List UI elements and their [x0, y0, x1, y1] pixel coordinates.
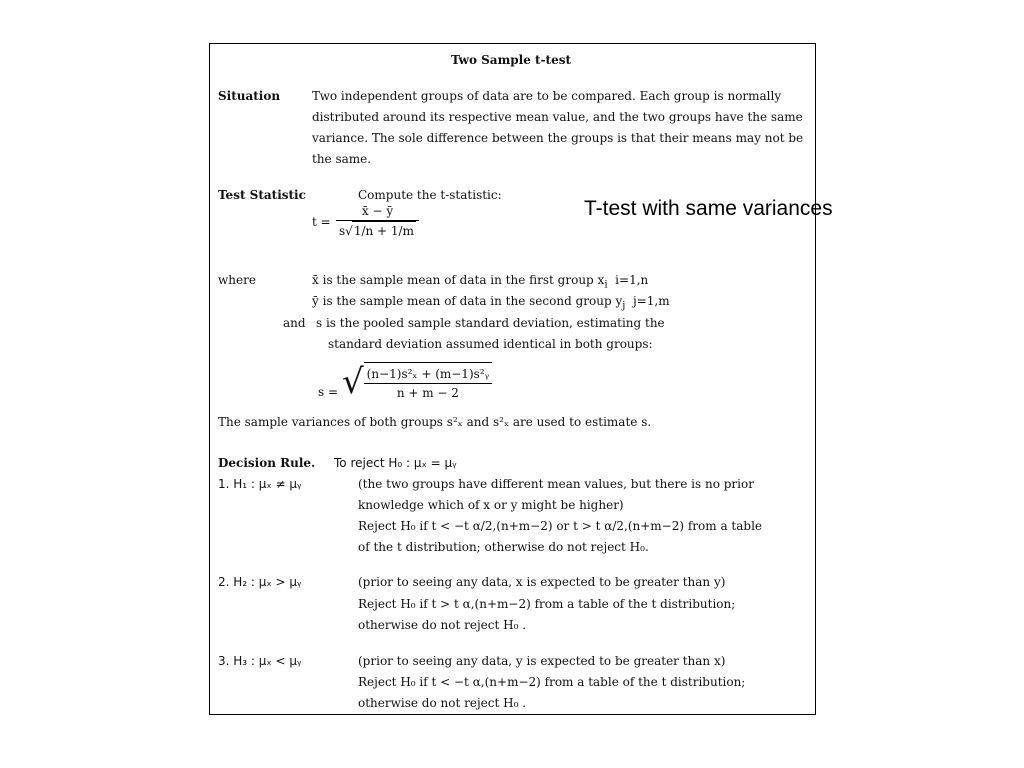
- situation-line: Two independent groups of data are to be compared. Each group is normally: [312, 89, 782, 103]
- h3-head: 3. H₃ : μₓ < μᵧ: [218, 654, 302, 668]
- h2-head: 2. H₂ : μₓ > μᵧ: [218, 575, 302, 589]
- ybar-text: is the sample mean of data in the second group y: [322, 294, 623, 308]
- ybar-index: j=1,m: [632, 294, 670, 308]
- pooled-sd-line: standard deviation assumed identical in both groups:: [328, 337, 653, 351]
- test-statistic-label: Test Statistic: [218, 188, 306, 202]
- xbar-text: is the sample mean of data in the first group x: [322, 273, 605, 287]
- variances-note: The sample variances of both groups s²ₓ and s²ₓ are used to estimate s.: [218, 415, 652, 429]
- decision-rule-label: Decision Rule.: [218, 456, 316, 470]
- h2-line: (prior to seeing any data, x is expected to be greater than y): [358, 575, 726, 589]
- s-equals: s =: [318, 385, 339, 399]
- situation-line: variance. The sole difference between the groups is that their means may not be: [312, 131, 804, 145]
- t-equals: t =: [312, 215, 331, 229]
- s-numerator: (n−1)s²ₓ + (m−1)s²ᵧ: [364, 365, 492, 384]
- h1-line: of the t distribution; otherwise do not reject H₀.: [358, 540, 649, 554]
- xbar-symbol: x̄: [312, 273, 319, 287]
- s-denominator: n + m − 2: [396, 386, 459, 400]
- xbar-index: i=1,n: [615, 273, 649, 287]
- xbar-subscript: i: [604, 279, 608, 291]
- h1-line: knowledge which of x or y might be higher): [358, 498, 624, 512]
- and-label: and: [283, 316, 306, 330]
- t-denominator-s: s: [339, 224, 346, 238]
- situation-line: distributed around its respective mean value, and the two groups have the same: [312, 110, 803, 124]
- h2-line: Reject H₀ if t > t α,(n+m−2) from a table of the t distribution;: [358, 597, 736, 611]
- t-formula: $\frac{x̄ - ȳ}{s√1/n + 1/m}$: [336, 202, 419, 240]
- h1-line: Reject H₀ if t < −t α/2,(n+m−2) or t > t α/2,(n+m−2) from a table: [358, 519, 763, 533]
- h3-line: Reject H₀ if t < −t α,(n+m−2) from a table of the t distribution;: [358, 675, 746, 689]
- compute-text: Compute the t-statistic:: [358, 188, 502, 202]
- slide-caption: T-test with same variances: [584, 197, 833, 220]
- situation-line: the same.: [312, 152, 372, 166]
- where-label: where: [218, 273, 256, 287]
- reject-intro: To reject H₀ : μₓ = μᵧ: [334, 456, 457, 470]
- t-numerator: x̄ − ȳ: [336, 202, 419, 221]
- h3-line: (prior to seeing any data, y is expected to be greater than x): [358, 654, 726, 668]
- s-formula: √ $\frac{\text{(n−1)s²ₓ + (m−1)s²ᵧ}}{n + m - 2}$: [342, 362, 492, 402]
- pooled-sd-line: s is the pooled sample standard deviation, estimating the: [316, 316, 665, 330]
- ybar-subscript: j: [622, 300, 626, 312]
- h1-head: 1. H₁ : μₓ ≠ μᵧ: [218, 477, 302, 491]
- t-denominator-radicand: 1/n + 1/m: [352, 221, 416, 240]
- situation-label: Situation: [218, 89, 281, 103]
- h1-line: (the two groups have different mean values, but there is no prior: [358, 477, 754, 491]
- doc-title: Two Sample t-test: [451, 53, 572, 67]
- h2-line: otherwise do not reject H₀ .: [358, 618, 527, 632]
- h3-line: otherwise do not reject H₀ .: [358, 696, 527, 710]
- ybar-symbol: ȳ: [312, 294, 319, 308]
